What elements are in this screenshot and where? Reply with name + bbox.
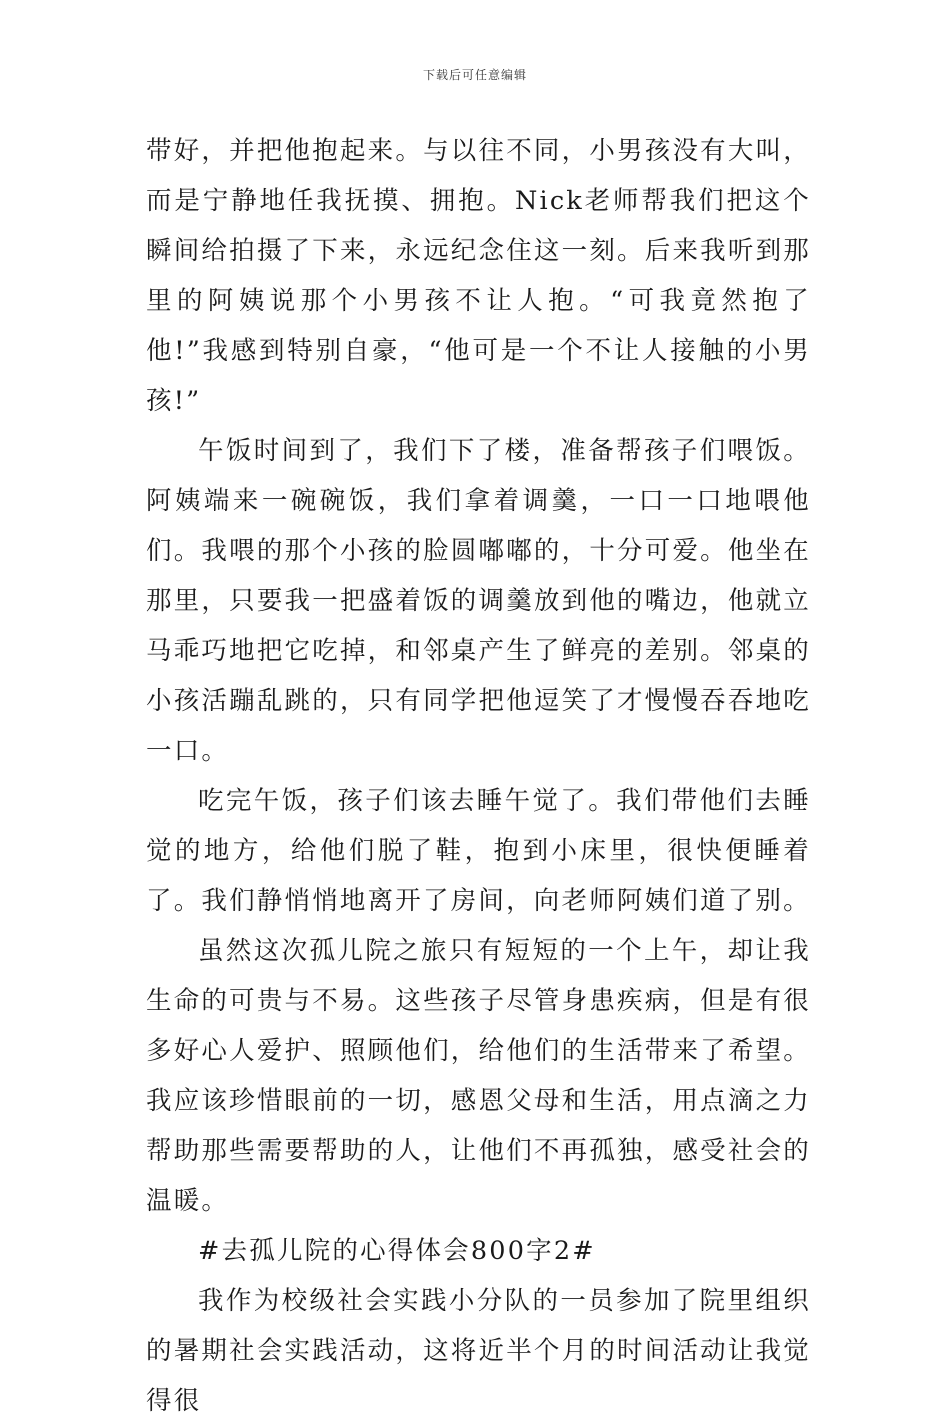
page-header: 下载后可任意编辑 bbox=[422, 68, 527, 82]
paragraph-5: 我作为校级社会实践小分队的一员参加了院里组织的暑期社会实践活动，这将近半个月的时间活动让我觉得很 bbox=[146, 1286, 811, 1416]
paragraph-2: 午饭时间到了，我们下了楼，准备帮孩子们喂饭。阿姨端来一碗碗饭，我们拿着调羹，一口一口地喂他们。我喂的那个小孩的脸圆嘟嘟的，十分可爱。他坐在那里，只要我一把盛着饭的调羹放到他的嘴边，他就立马乖巧地把它吃掉，和邻桌产生了鲜亮的差别。邻桌的小孩活蹦乱跳的，只有同学把他逗笑了才慢慢吞吞地吃一口。 bbox=[146, 436, 811, 766]
document-body bbox=[146, 126, 811, 1426]
section-heading: #去孤儿院的心得体会800字2# bbox=[198, 1236, 596, 1266]
paragraph-3: 吃完午饭，孩子们该去睡午觉了。我们带他们去睡觉的地方，给他们脱了鞋，抱到小床里，很快便睡着了。我们静悄悄地离开了房间，向老师阿姨们道了别。 bbox=[146, 786, 811, 916]
paragraph-4: 虽然这次孤儿院之旅只有短短的一个上午，却让我生命的可贵与不易。这些孩子尽管身患疾病，但是有很多好心人爱护、照顾他们，给他们的生活带来了希望。我应该珍惜眼前的一切，感恩父母和生活，用点滴之力帮助那些需要帮助的人，让他们不再孤独，感受社会的温暖。 bbox=[146, 936, 811, 1216]
paragraph-1: 带好，并把他抱起来。与以往不同，小男孩没有大叫，而是宁静地任我抚摸、拥抱。Nick老师帮我们把这个瞬间给拍摄了下来，永远纪念住这一刻。后来我听到那里的阿姨说那个小男孩不让人抱。“可我竟然抱了他!”我感到特别自豪，“他可是一个不让人接触的小男孩!” bbox=[146, 136, 811, 416]
